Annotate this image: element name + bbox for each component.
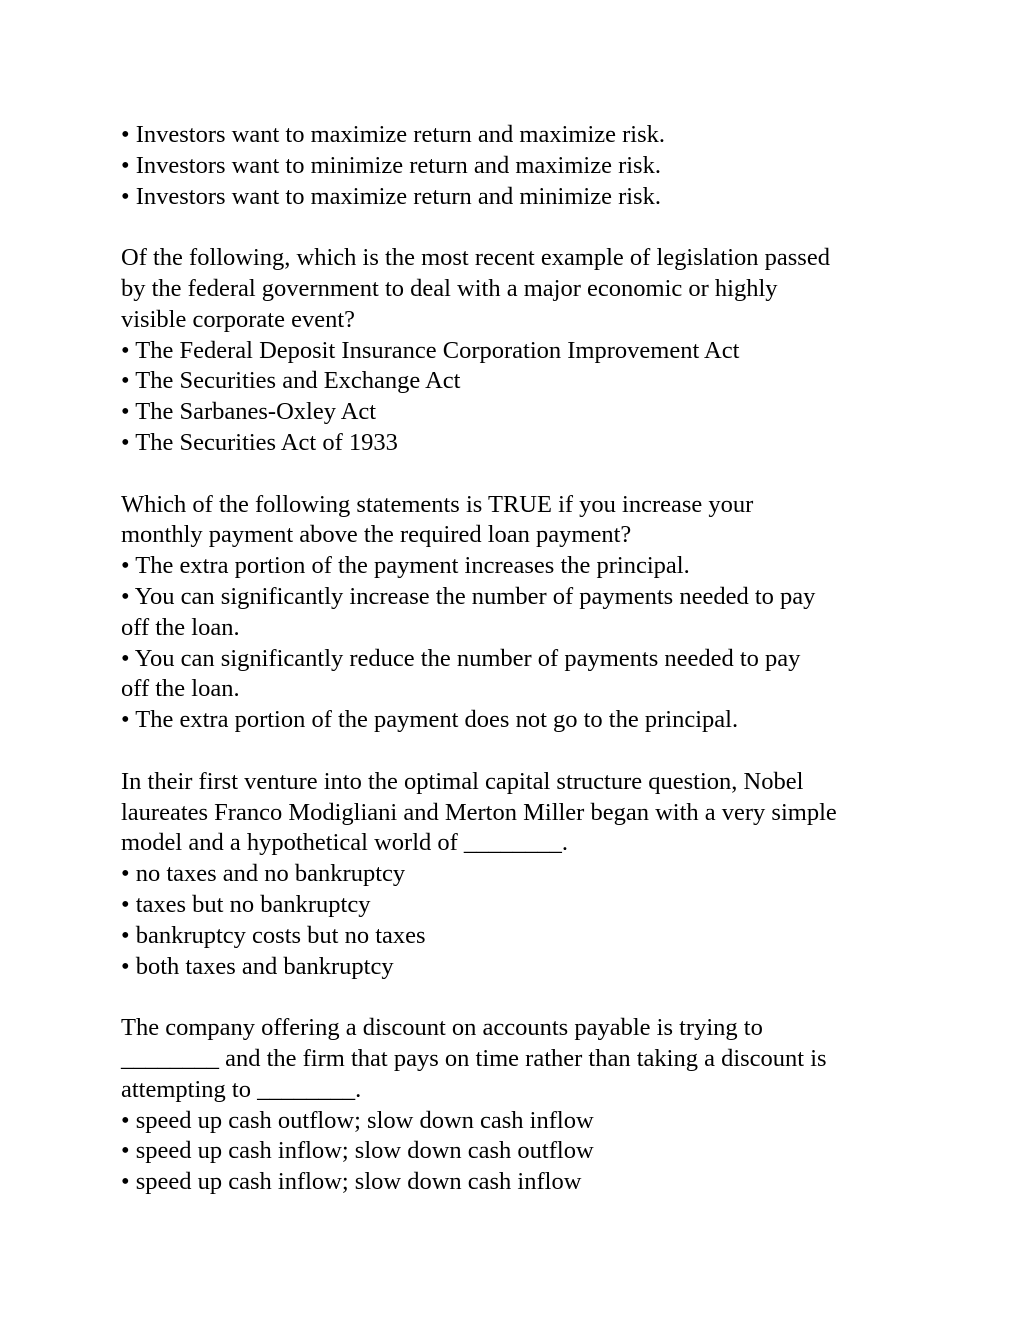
option-line: • The extra portion of the payment increases the principal. [121, 552, 690, 580]
option-line: • You can significantly increase the number of payments needed to pay [121, 582, 816, 610]
option-line: • You can significantly reduce the number of payments needed to pay [121, 644, 801, 672]
option-line: • The extra portion of the payment does not go to the principal. [121, 706, 739, 734]
option-line: • speed up cash inflow; slow down cash outflow [121, 1137, 594, 1165]
question-line: In their first venture into the optimal capital structure question, Nobel [121, 767, 804, 795]
option-line: • taxes but no bankruptcy [121, 890, 371, 918]
option-line: • both taxes and bankruptcy [121, 952, 394, 980]
option-line: off the loan. [121, 675, 240, 703]
question-line: ________ and the firm that pays on time rather than taking a discount is [121, 1044, 827, 1072]
option-line: • no taxes and no bankruptcy [121, 860, 406, 888]
question-block-loan-payment [121, 490, 921, 736]
question-block-legislation [121, 243, 921, 459]
answer-options-block [121, 120, 921, 212]
option-line: • Investors want to minimize return and maximize risk. [121, 151, 661, 179]
question-line: laureates Franco Modigliani and Merton Miller began with a very simple [121, 798, 837, 826]
option-line: • The Securities and Exchange Act [121, 367, 461, 395]
option-line: • Investors want to maximize return and minimize risk. [121, 182, 661, 210]
question-line: Of the following, which is the most recent example of legislation passed [121, 244, 830, 272]
option-line: • The Federal Deposit Insurance Corporation Improvement Act [121, 336, 740, 364]
question-block-capital-structure [121, 767, 921, 983]
option-line: • The Securities Act of 1933 [121, 428, 398, 456]
question-line: Which of the following statements is TRUE if you increase your [121, 490, 754, 518]
question-line: model and a hypothetical world of ________. [121, 829, 569, 857]
option-line: • bankruptcy costs but no taxes [121, 921, 426, 949]
question-line: attempting to ________. [121, 1075, 362, 1103]
question-line: monthly payment above the required loan payment? [121, 521, 632, 549]
question-line: visible corporate event? [121, 305, 356, 333]
option-line: • Investors want to maximize return and maximize risk. [121, 121, 666, 148]
option-line: • speed up cash inflow; slow down cash inflow [121, 1168, 582, 1196]
option-line: • speed up cash outflow; slow down cash inflow [121, 1106, 594, 1134]
document-page [121, 120, 921, 1229]
question-block-discount [121, 1013, 921, 1198]
question-line: The company offering a discount on accounts payable is trying to [121, 1014, 763, 1042]
option-line: off the loan. [121, 613, 240, 641]
option-line: • The Sarbanes-Oxley Act [121, 398, 377, 426]
question-line: by the federal government to deal with a major economic or highly [121, 274, 778, 302]
